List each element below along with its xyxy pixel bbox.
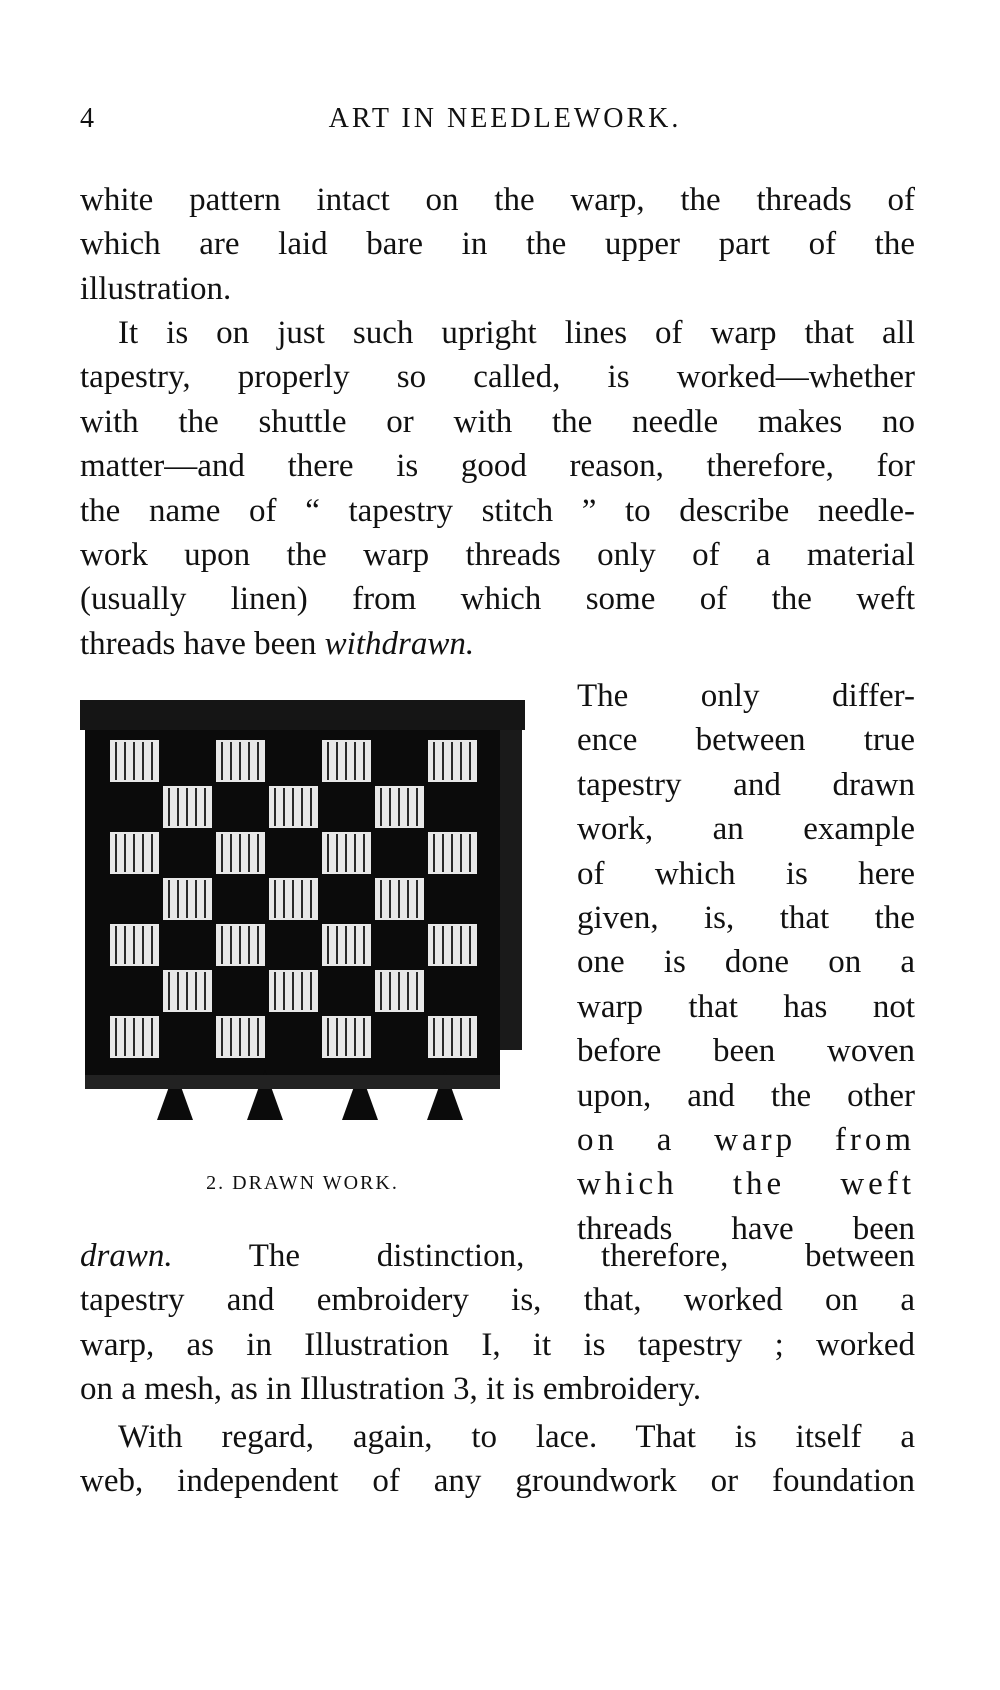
text-line: warp, as in Illustration I, it is tapestry ; worked [80,1326,915,1363]
drawn-work-illustration [80,690,525,1150]
text-line: illustration. [80,270,232,307]
text-line: threads have been [577,1210,915,1247]
text-line: on a mesh, as in Illustration 3, it is embroidery. [80,1371,702,1408]
text-line: one is done on a [577,944,915,981]
text-line: which are laid bare in the upper part of the [80,226,915,263]
text-line: (usually linen) from which some of the weft [80,581,915,618]
text-line: warp that has not [577,988,915,1025]
side-column-text [577,674,915,1251]
text-line: matter—and there is good reason, therefore, for [80,448,915,485]
text-line: before been woven [577,1033,915,1070]
text-line [80,1234,915,1278]
text-line: work upon the warp threads only of a material [80,536,915,573]
text-line: The only differ- [577,678,915,714]
page-number: 4 [80,103,94,134]
text-line: the name of “ tapestry stitch ” to describe needle- [80,492,915,529]
paragraph-distinction [80,1234,915,1412]
text-line: tapestry and drawn [577,766,915,803]
italic-word: withdrawn. [324,625,475,662]
figure-caption: 2. DRAWN WORK. [206,1172,399,1194]
text-line: which the weft [577,1166,915,1203]
italic-word: drawn. [80,1238,173,1274]
text-line: with the shuttle or with the needle makes no [80,403,915,440]
text-line [80,622,915,666]
text-line: With regard, again, to lace. That is itself a [118,1419,915,1455]
text-segment: threads have been [80,625,325,662]
text-line: tapestry, properly so called, is worked—whether [80,359,915,396]
text-line: on a warp from [577,1121,915,1158]
text-line: It is on just such upright lines of warp that all [118,315,915,351]
textile-edge [500,720,522,1050]
text-line: white pattern intact on the warp, the threads of [80,182,915,218]
paragraph-lace [80,1415,915,1504]
bottom-cord [85,1075,500,1089]
text-line: web, independent of any groundwork or foundation [80,1463,915,1500]
top-fringe [80,700,525,730]
drawn-work-image [80,690,525,1150]
text-line: ence between true [577,722,915,759]
text-line: tapestry and embroidery is, that, worked on a [80,1282,915,1319]
paragraph-tapestry [80,311,915,666]
text-line: work, an example [577,811,915,848]
running-head: ART IN NEEDLEWORK. [328,103,682,134]
text-segment: The distinction, therefore, between [172,1238,915,1274]
text-line: upon, and the other [577,1077,915,1114]
text-line: of which is here [577,855,915,892]
paragraph-continuation [80,178,915,311]
text-line: given, is, that the [577,899,915,936]
